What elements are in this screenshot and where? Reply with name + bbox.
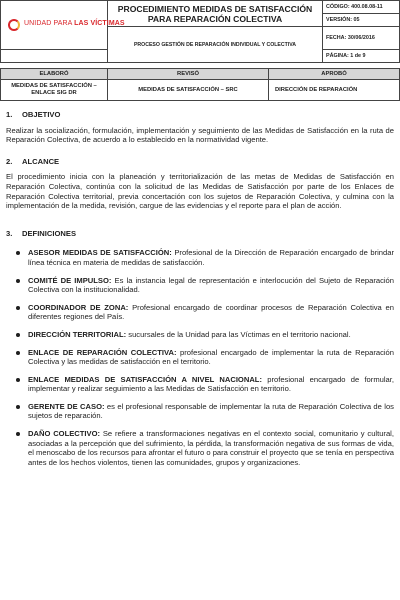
value-aprobo: DIRECCIÓN DE REPARACIÓN (269, 80, 400, 101)
definitions-list (6, 248, 394, 467)
definition-item: DIRECCIÓN TERRITORIAL: sucursales de la Unidad para las Víctimas en el territorio nacional. (6, 330, 394, 340)
logo-cell (1, 1, 125, 50)
bullet-icon (16, 405, 20, 409)
document-date: FECHA: 30/06/2016 (323, 27, 400, 50)
approval-table (0, 68, 400, 101)
bullet-icon (16, 306, 20, 310)
section-objetivo-text: Realizar la socialización, formulación, implementación y seguimiento de las Medidas de Satisfacción en la ruta de Reparación Colectiva, de acuerdo a lo establecido en la normatividad vigente. (6, 125, 394, 145)
section-definiciones-heading: 3. DEFINICIONES (6, 228, 77, 238)
definition-item: COORDINADOR DE ZONA: Profesional encargado de coordinar procesos de Reparación Colectiva en diferentes regiones del País. (6, 303, 394, 322)
header-aprobo: APROBÓ (269, 69, 400, 80)
logo-text: UNIDAD PARA LAS VÍCTIMAS (24, 20, 125, 27)
header-reviso: REVISÓ (108, 69, 269, 80)
process-name: PROCESO GESTIÓN DE REPARACIÓN INDIVIDUAL Y COLECTIVA (108, 27, 323, 63)
header-elaboro: ELABORÓ (1, 69, 108, 80)
bullet-icon (16, 378, 20, 382)
document-version: VERSIÓN: 05 (323, 14, 400, 27)
bullet-icon (16, 333, 20, 337)
unidad-victimas-logo-icon (8, 19, 20, 31)
document-body (6, 110, 394, 475)
definition-item: ENLACE DE REPARACIÓN COLECTIVA: profesional encargado de implementar la ruta de Reparación Colectiva y las medidas de satisfacción en el territorio. (6, 348, 394, 367)
bullet-icon (16, 351, 20, 355)
definition-item: DAÑO COLECTIVO: Se refiere a transformaciones negativas en el contexto social, comunitario y cultural, asociadas a la percepción que del sufrimiento, la pérdida, la transformación negativa de sus formas de vida, el menoscabo de los recursos para afrontar el futuro o para construir el proyecto que se tenía en perspectiva antes de los hechos violentos, tienen las comunidades, grupos y organizaciones. (6, 429, 394, 467)
bullet-icon (16, 432, 20, 436)
page-number: PÁGINA: 1 de 9 (323, 50, 400, 63)
logo-spacer (1, 50, 108, 63)
bullet-icon (16, 279, 20, 283)
document-title: PROCEDIMIENTO MEDIDAS DE SATISFACCIÓN PARA REPARACIÓN COLECTIVA (108, 1, 323, 27)
document-code: CÓDIGO: 400.08.08-11 (323, 1, 400, 14)
definition-item: ASESOR MEDIDAS DE SATISFACCIÓN: Profesional de la Dirección de Reparación encargado de brindar línea técnica en materia de medidas de satisfacción. (6, 248, 394, 267)
section-alcance-text: El procedimiento inicia con la planeación y territorialización de las metas de Medidas de Satisfacción en Reparación Colectiva, continúa con la solicitud de las Medidas de Satisfacción por parte de los Enlaces de Reparación Colectiva territorial, previa concertación con los sujetos de Reparación Colectiva, y culmina con la implementación de la medida, revisión, cargue de las evidencias y el reporte para el plan de acción. (6, 172, 394, 211)
document-header (0, 0, 400, 63)
value-elaboro: MEDIDAS DE SATISFACCIÓN – ENLACE SIG DR (1, 80, 108, 101)
definition-item: GERENTE DE CASO: es el profesional responsable de implementar la ruta de Reparación Colectiva de los sujetos de reparación. (6, 402, 394, 421)
bullet-icon (16, 251, 20, 255)
definition-item: ENLACE MEDIDAS DE SATISFACCIÓN A NIVEL NACIONAL: profesional encargado de formular, implementar y realizar seguimiento a las Medidas de Satisfacción en territorio. (6, 375, 394, 394)
definition-item: COMITÉ DE IMPULSO: Es la instancia legal de representación e interlocución del Sujeto de Reparación Colectiva con la institucionalidad. (6, 276, 394, 295)
section-alcance-heading: 2. ALCANCE (6, 156, 60, 166)
section-objetivo-heading: 1. OBJETIVO (6, 110, 61, 119)
value-reviso: MEDIDAS DE SATISFACCIÓN – SRC (108, 80, 269, 101)
